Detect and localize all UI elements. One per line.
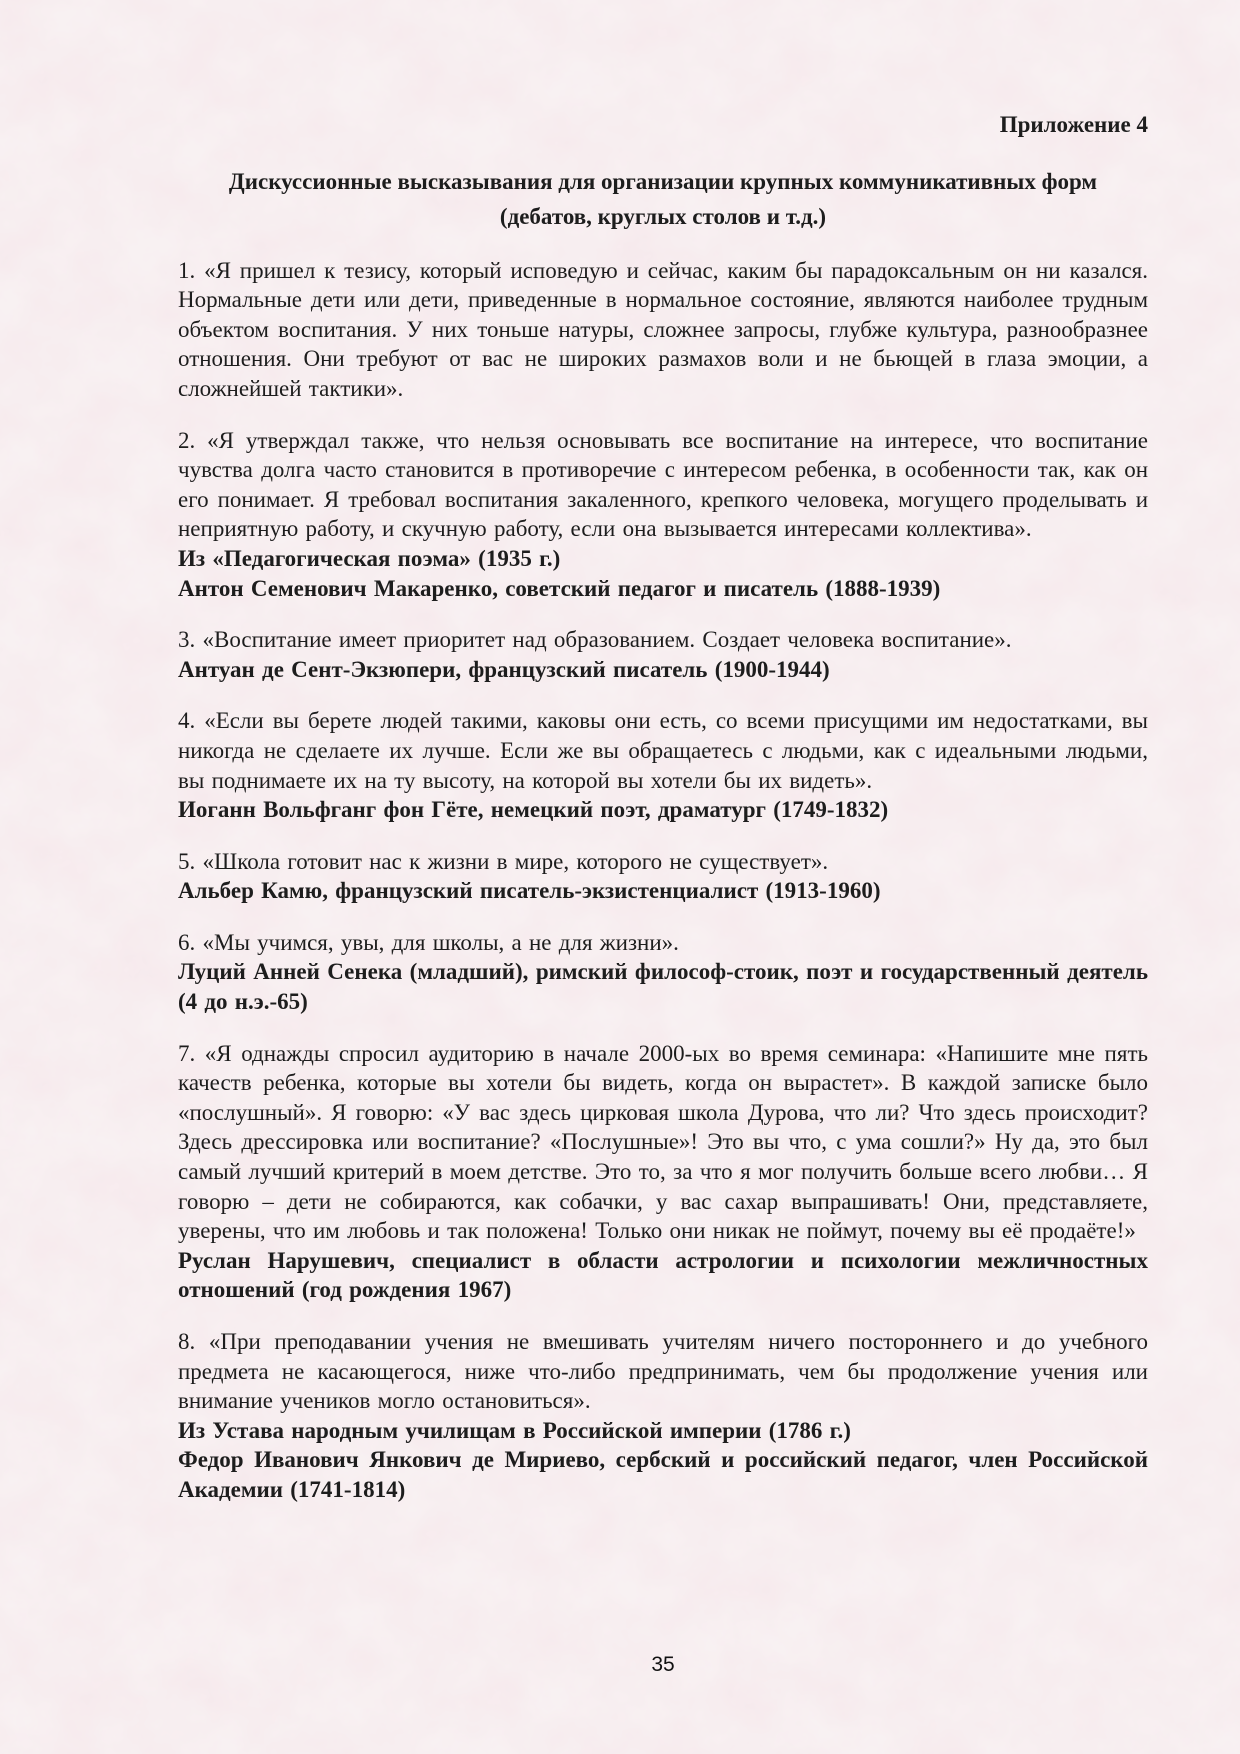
quote-attribution: Из Устава народным училищам в Российской империи (1786 г.) bbox=[178, 1417, 851, 1443]
quote-attribution: Федор Иванович Янкович де Мириево, сербский и российский педагог, член Российской Академии (1741-1814) bbox=[178, 1447, 1148, 1502]
quote-text: 3. «Воспитание имеет приоритет над образованием. Создает человека воспитание». bbox=[178, 627, 1012, 653]
quote-attribution: Руслан Нарушевич, специалист в области астрологии и психологии межличностных отношений (год рождения 1967) bbox=[178, 1247, 1148, 1303]
page-content bbox=[178, 110, 1148, 1505]
quote-item-8 bbox=[178, 1327, 1148, 1505]
quote-text: 1. «Я пришел к тезису, который исповедую и сейчас, каким бы парадоксальным он ни казался. Нормальные дети или дети, приведенные в нормальное состояние, являются наиболее трудным объектом воспитания. У них тоньше натуры, сложнее запросы, глубже культура, разнообразнее отношения. Они требуют от вас не широких размахов воли и не бьющей в глаза эмоции, а сложнейшей тактики». bbox=[178, 257, 1148, 401]
page-title-line-2: (дебатов, круглых столов и т.д.) bbox=[499, 203, 827, 229]
quote-item-2 bbox=[178, 426, 1148, 604]
quote-text: 6. «Мы учимся, увы, для школы, а не для жизни». bbox=[178, 929, 679, 955]
quote-attribution: Луций Анней Сенека (младший), римский философ-стоик, поэт и государственный деятель (4 до н.э.-65) bbox=[178, 959, 1148, 1015]
page-title-line-1: Дискуссионные высказывания для организации крупных коммуникативных форм bbox=[228, 168, 1098, 194]
page-number: 35 bbox=[651, 1653, 675, 1676]
quote-item-5 bbox=[178, 847, 1148, 906]
quote-text: 2. «Я утверждал также, что нельзя основывать все воспитание на интересе, что воспитание чувства долга часто становится в противоречие с интересом ребенка, в особенности так, как он его понимает. Я требовал воспитания закаленного, крепкого человека, могущего проделывать и неприятную работу, и скучную работу, если она вызывается интересами коллектива». bbox=[178, 427, 1148, 542]
quote-item-1 bbox=[178, 256, 1148, 404]
quote-attribution: Антуан де Сент-Экзюпери, французский писатель (1900-1944) bbox=[178, 656, 830, 682]
quote-item-3 bbox=[178, 625, 1148, 684]
quote-item-4 bbox=[178, 706, 1148, 824]
page-title bbox=[178, 164, 1148, 234]
quote-attribution: Из «Педагогическая поэма» (1935 г.) bbox=[178, 545, 561, 571]
quote-text: 4. «Если вы берете людей такими, каковы они есть, со всеми присущими им недостатками, вы никогда не сделаете их лучше. Если же вы обращаетесь с людьми, как с идеальными людьми, вы поднимаете их на ту высоту, на которой вы хотели бы их видеть». bbox=[178, 708, 1148, 793]
quote-text: 8. «При преподавании учения не вмешивать учителям ничего постороннего и до учебного предмета не касающегося, ниже что-либо предпринимать, чем бы продолжение учения или внимание учеников могло остановиться». bbox=[178, 1329, 1148, 1414]
quote-attribution: Иоганн Вольфганг фон Гёте, немецкий поэт, драматург (1749-1832) bbox=[178, 797, 889, 823]
quote-item-7 bbox=[178, 1039, 1148, 1305]
quote-text: 7. «Я однажды спросил аудиторию в начале 2000-ых во время семинара: «Напишите мне пять качеств ребенка, которые вы хотели бы видеть, когда он вырастет». В каждой записке было «послушный». Я говорю: «У вас здесь цирковая школа Дурова, что ли? Что здесь происходит? Здесь дрессировка или воспитание? «Послушные»! Это вы что, с ума сошли?» Ну да, это был самый лучший критерий в моем детстве. Это то, за что я мог получить больше всего любви… Я говорю – дети не собираются, как собачки, у вас сахар выпрашивать! Они, представляете, уверены, что им любовь и так положена! Только они никак не поймут, почему вы её продаёте!» bbox=[178, 1040, 1148, 1244]
quote-attribution: Альбер Камю, французский писатель-экзистенциалист (1913-1960) bbox=[178, 878, 881, 904]
appendix-label: Приложение 4 bbox=[999, 112, 1148, 137]
quote-text: 5. «Школа готовит нас к жизни в мире, которого не существует». bbox=[178, 848, 829, 874]
quote-attribution: Антон Семенович Макаренко, советский педагог и писатель (1888-1939) bbox=[178, 575, 941, 601]
quote-item-6 bbox=[178, 928, 1148, 1017]
